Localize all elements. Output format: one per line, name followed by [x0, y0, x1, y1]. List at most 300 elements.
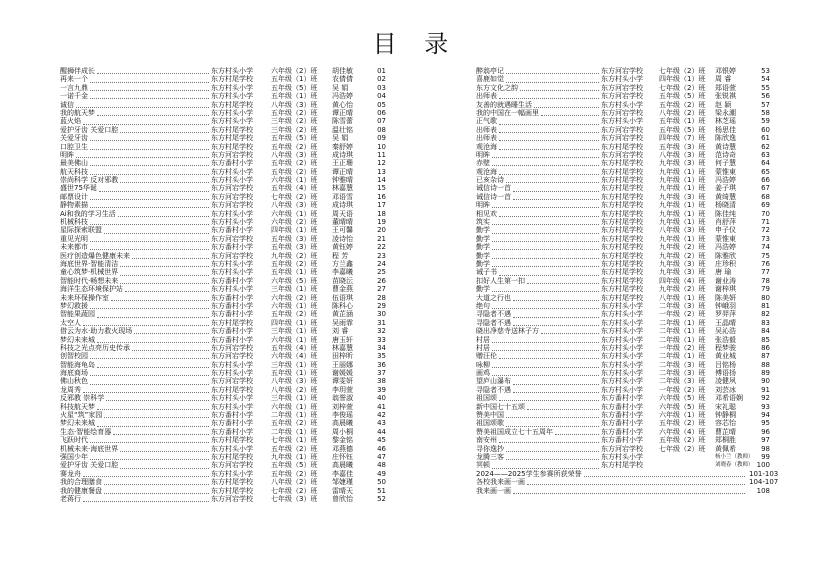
dot-leader — [90, 198, 209, 200]
entry-page: 101-103 — [749, 469, 779, 478]
entry-page: 63 — [761, 150, 770, 159]
entry-title: 东方文化之韵 — [476, 83, 518, 92]
toc-entry[interactable] — [60, 319, 386, 327]
entry-page: 70 — [761, 209, 770, 218]
entry-class: 八年级（3）班 — [271, 150, 318, 159]
entry-class: 九年级（3）班 — [659, 192, 706, 201]
entry-class: 五年级（5）班 — [659, 125, 706, 134]
entry-author: 唐 瑜 — [715, 268, 732, 277]
dot-leader — [97, 341, 209, 343]
entry-author: 容芯怡 — [715, 419, 736, 428]
toc-entry[interactable] — [60, 226, 386, 234]
entry-school: 东方河宕学校 — [211, 184, 253, 193]
toc-entry[interactable] — [60, 470, 386, 478]
toc-entry[interactable] — [476, 319, 770, 327]
dot-leader — [499, 274, 599, 276]
entry-school: 东方村头小学 — [211, 268, 253, 277]
entry-page: 69 — [761, 201, 770, 210]
entry-author: 冯浩婷 — [715, 243, 736, 252]
entry-class: 二年级（1）班 — [659, 318, 706, 327]
toc-entry[interactable] — [476, 361, 770, 369]
dot-leader — [499, 173, 599, 175]
entry-page: 52 — [377, 494, 386, 503]
entry-class: 五年级（2）班 — [271, 310, 318, 319]
entry-title: 借云为水·助力救火现场 — [60, 327, 133, 336]
entry-page: 57 — [761, 100, 770, 109]
entry-school: 东方村头小学 — [211, 469, 253, 478]
toc-entry[interactable] — [476, 461, 770, 469]
entry-page: 34 — [377, 343, 386, 352]
toc-entry[interactable] — [60, 310, 386, 318]
dot-leader — [499, 139, 599, 141]
entry-school: 东方村头小学 — [211, 117, 253, 126]
entry-title: 崇尚科学 反对邪教 — [60, 176, 119, 185]
toc-entry[interactable] — [476, 159, 770, 167]
entry-author: 郑桐胜 — [715, 436, 736, 445]
entry-school: 东方村头小学 — [601, 301, 643, 310]
entry-class: 五年级（2）班 — [271, 142, 318, 151]
entry-school: 东方番村小学 — [211, 419, 253, 428]
toc-entry[interactable] — [476, 184, 770, 192]
dot-leader — [499, 148, 599, 150]
toc-entry[interactable] — [60, 285, 386, 293]
entry-author: 吴 娟 — [332, 134, 349, 143]
dot-leader — [541, 114, 599, 116]
toc-entry[interactable] — [476, 469, 779, 478]
toc-entry[interactable] — [476, 419, 770, 427]
toc-entry[interactable] — [476, 352, 770, 360]
entry-title: 明眸 — [476, 150, 490, 159]
entry-title: 静物素描 — [60, 201, 88, 210]
toc-entry[interactable] — [60, 352, 386, 360]
entry-page: 49 — [377, 469, 386, 478]
entry-page: 71 — [761, 218, 770, 227]
dot-leader — [506, 425, 599, 427]
toc-entry[interactable] — [60, 243, 386, 251]
entry-class: 二年级（3）班 — [659, 301, 706, 310]
toc-entry[interactable] — [60, 235, 386, 243]
entry-class: 三年级（1）班 — [271, 327, 318, 336]
entry-author: 成诗琪 — [332, 150, 353, 159]
entry-page: 98 — [761, 444, 770, 453]
entry-title: 诫信诗一首 — [476, 184, 511, 193]
toc-entry[interactable] — [476, 403, 770, 411]
entry-class: 五年级（5）班 — [271, 134, 318, 143]
toc-entry[interactable] — [476, 336, 770, 344]
entry-school: 东方村尾学校 — [601, 209, 643, 218]
entry-class: 五年级（2）班 — [659, 100, 706, 109]
toc-entry[interactable] — [476, 386, 770, 394]
entry-page: 99 — [761, 452, 770, 461]
toc-entry[interactable] — [476, 277, 770, 285]
toc-entry[interactable] — [476, 201, 770, 209]
dot-leader — [513, 383, 599, 385]
entry-class: 六年级（1）班 — [271, 335, 318, 344]
entry-school: 东方村尾学校 — [601, 176, 643, 185]
entry-school: 东方村尾学校 — [601, 218, 643, 227]
entry-author: 李玥萱 — [332, 385, 353, 394]
entry-page: 66 — [761, 176, 770, 185]
toc-entry[interactable] — [476, 84, 770, 92]
entry-page: 17 — [377, 201, 386, 210]
entry-class: 五年级（4）班 — [271, 184, 318, 193]
toc-entry[interactable] — [476, 101, 770, 109]
toc-entry[interactable] — [476, 478, 779, 487]
entry-title: 扣好人生第一扣 — [476, 276, 525, 285]
entry-school: 东方村尾学校 — [601, 192, 643, 201]
toc-entry[interactable] — [60, 419, 386, 427]
toc-entry[interactable] — [476, 143, 770, 151]
entry-page: 25 — [377, 268, 386, 277]
entry-school: 东方村尾学校 — [601, 285, 643, 294]
toc-entry[interactable] — [476, 268, 770, 276]
dot-leader — [584, 475, 745, 477]
toc-entry[interactable] — [60, 126, 386, 134]
entry-school: 东方河宕学校 — [211, 150, 253, 159]
entry-school: 东方村头小学 — [211, 402, 253, 411]
toc-entry[interactable] — [60, 252, 386, 260]
entry-author: 周 睿 — [715, 75, 732, 84]
toc-entry[interactable] — [476, 252, 770, 260]
entry-class: 四年级（7）班 — [659, 134, 706, 143]
toc-entry[interactable] — [60, 210, 386, 218]
entry-title: 出师表 — [476, 134, 497, 143]
toc-entry[interactable] — [476, 285, 770, 293]
entry-title: 大道之行也 — [476, 293, 511, 302]
toc-entry[interactable] — [476, 235, 770, 243]
toc-entry[interactable] — [60, 436, 386, 444]
entry-school: 东方番村小学 — [601, 419, 643, 428]
entry-class: 四年级（1）班 — [271, 226, 318, 235]
entry-page: 01 — [377, 67, 386, 75]
toc-entry[interactable] — [60, 495, 386, 503]
entry-title: 机械未来·海底世界 — [60, 444, 119, 453]
dot-leader — [90, 307, 209, 309]
entry-school: 东方村头小学 — [211, 67, 253, 75]
entry-class: 二年级（1）班 — [271, 427, 318, 436]
entry-author: 曾欣怡 — [332, 494, 353, 503]
toc-entry[interactable] — [60, 294, 386, 302]
entry-class: 六年级（1）班 — [271, 176, 318, 185]
toc-entry[interactable] — [60, 184, 386, 192]
entry-page: 39 — [377, 385, 386, 394]
entry-author: 秦舒婷 — [332, 142, 353, 151]
entry-page: 30 — [377, 310, 386, 319]
toc-entry[interactable] — [60, 377, 386, 385]
toc-entry[interactable] — [60, 478, 386, 486]
dot-leader — [506, 81, 599, 83]
entry-author: 曹芷晴 — [715, 427, 736, 436]
toc-entry[interactable] — [60, 168, 386, 176]
entry-title: 南安州 — [476, 436, 497, 445]
dot-leader — [492, 223, 599, 225]
entry-class: 八年级（2）班 — [659, 108, 706, 117]
entry-class: 五年级（1）班 — [659, 117, 706, 126]
entry-class: 五年级（2）班 — [271, 444, 318, 453]
entry-title: 醉翁亭记 — [476, 67, 504, 75]
entry-page: 97 — [761, 436, 770, 445]
entry-class: 九年级（1）班 — [659, 209, 706, 218]
entry-school: 东方河宕学校 — [211, 352, 253, 361]
entry-title: 医疗创造爆色健康未来 — [60, 251, 130, 260]
toc-entry[interactable] — [476, 445, 770, 453]
entry-title: 咏柳 — [476, 360, 490, 369]
entry-author: 陈雪蕾 — [332, 117, 353, 126]
entry-title: 筑实 — [476, 218, 490, 227]
entry-author: 吕铭杨 — [715, 360, 736, 369]
entry-class: 七年级（3）班 — [271, 494, 318, 503]
dot-leader — [132, 257, 209, 259]
entry-page: 78 — [761, 276, 770, 285]
entry-class: 九年级（1）班 — [659, 176, 706, 185]
toc-entry[interactable] — [60, 445, 386, 453]
entry-page: 08 — [377, 125, 386, 134]
entry-school: 东方村头小学 — [601, 343, 643, 352]
entry-school: 东方村尾学校 — [211, 318, 253, 327]
entry-class: 五年级（2）班 — [271, 469, 318, 478]
toc-entry[interactable] — [60, 394, 386, 402]
entry-school: 东方村尾学校 — [601, 268, 643, 277]
entry-class: 六年级（2）班 — [271, 218, 318, 227]
toc-entry[interactable] — [476, 134, 770, 142]
entry-author: 程 芳 — [332, 251, 349, 260]
entry-school: 东方河宕学校 — [211, 494, 253, 503]
entry-author: 黄业城 — [715, 352, 736, 361]
entry-title: 再来一个 — [60, 75, 88, 84]
dot-leader — [499, 357, 599, 359]
entry-title: 明眸 — [60, 150, 74, 159]
entry-author: 林嘉慧 — [332, 184, 353, 193]
entry-class: 五年级（2）班 — [659, 419, 706, 428]
toc-entry[interactable] — [476, 487, 770, 495]
entry-class: 七年级（2）班 — [659, 444, 706, 453]
toc-entry[interactable] — [60, 92, 386, 100]
entry-page: 33 — [377, 335, 386, 344]
entry-author: 蒙惟東 — [715, 234, 736, 243]
entry-school: 东方村尾学校 — [211, 478, 253, 487]
toc-entry[interactable] — [60, 143, 386, 151]
entry-title: 勤学 — [476, 226, 490, 235]
dot-leader — [83, 475, 209, 477]
toc-entry[interactable] — [60, 84, 386, 92]
entry-school: 东方番村小学 — [211, 310, 253, 319]
entry-title: 星际探索联盟 — [60, 226, 102, 235]
entry-title: 龙腾三客 — [476, 452, 504, 461]
entry-title: 关爱牙齿 — [60, 134, 88, 143]
entry-class: 八年级（3）班 — [659, 150, 706, 159]
entry-title: 火星“筑”家园 — [60, 411, 103, 420]
entry-page: 36 — [377, 360, 386, 369]
entry-school: 东方河宕学校 — [211, 251, 253, 260]
toc-entry[interactable] — [476, 117, 770, 125]
entry-class: 八年级（3）班 — [271, 100, 318, 109]
dot-leader — [104, 483, 209, 485]
entry-page: 24 — [377, 259, 386, 268]
toc-entry[interactable] — [60, 403, 386, 411]
dot-leader — [76, 156, 209, 158]
entry-page: 104-107 — [749, 478, 779, 487]
entry-author: 邓银婷 — [715, 67, 736, 75]
toc-entry[interactable] — [476, 294, 770, 302]
entry-page: 37 — [377, 369, 386, 378]
entry-author: 范诗奇 — [715, 150, 736, 159]
entry-class: 五年级（5）班 — [271, 83, 318, 92]
toc-entry[interactable] — [60, 75, 386, 83]
toc-entry[interactable] — [60, 134, 386, 142]
entry-class: 七年级（2）班 — [271, 486, 318, 495]
entry-page: 12 — [377, 159, 386, 168]
entry-class: 一年级（2）班 — [659, 385, 706, 394]
toc-entry[interactable] — [60, 327, 386, 335]
entry-school: 东方村头小学 — [601, 385, 643, 394]
entry-school: 东方村头小学 — [211, 108, 253, 117]
entry-title: 太空人 — [60, 318, 81, 327]
entry-class: 一年级（2）班 — [659, 343, 706, 352]
dot-leader — [520, 89, 599, 91]
dot-leader — [111, 299, 209, 301]
toc-entry[interactable] — [476, 75, 770, 83]
entry-author: 周天语 — [332, 209, 353, 218]
dot-leader — [527, 483, 745, 485]
toc-entry[interactable] — [60, 193, 386, 201]
entry-class: 六年级（1）班 — [271, 402, 318, 411]
dot-leader — [99, 190, 209, 192]
dot-leader — [90, 458, 209, 460]
entry-school: 东方村头小学 — [211, 167, 253, 176]
entry-school: 东方村尾学校 — [601, 142, 643, 151]
entry-page: 41 — [377, 402, 386, 411]
dot-leader — [90, 223, 209, 225]
toc-entry[interactable] — [476, 310, 770, 318]
entry-page: 35 — [377, 352, 386, 361]
toc-entry[interactable] — [476, 243, 770, 251]
dot-leader — [134, 332, 209, 334]
entry-title: 梦幻未来城 — [60, 419, 95, 428]
toc-entry[interactable] — [60, 101, 386, 109]
entry-page: 81 — [761, 301, 770, 310]
toc-entry[interactable] — [476, 327, 770, 335]
toc-entry[interactable] — [476, 168, 770, 176]
dot-leader — [492, 374, 599, 376]
entry-school: 东方村头小学 — [601, 360, 643, 369]
entry-school: 东方番村小学 — [211, 293, 253, 302]
entry-school: 东方村头小学 — [211, 394, 253, 403]
entry-class: 九年级（1）班 — [659, 167, 706, 176]
entry-author: 陈雅欣 — [715, 251, 736, 260]
dot-leader — [90, 357, 209, 359]
entry-school: 东方村头小学 — [601, 335, 643, 344]
entry-school: 东方村头小学 — [211, 360, 253, 369]
entry-author: 董晴晴 — [332, 218, 353, 227]
entry-school: 东方河宕学校 — [601, 134, 643, 143]
entry-title: 诫子书 — [476, 268, 497, 277]
dot-leader — [76, 106, 209, 108]
entry-school: 东方番村小学 — [601, 411, 643, 420]
entry-title: 已亥杂诗 — [476, 176, 504, 185]
entry-school: 东方村头小学 — [601, 75, 643, 84]
dot-leader — [534, 106, 599, 108]
entry-author: 张锐祺 — [715, 92, 736, 101]
entry-title: 飞跃时代 — [60, 436, 88, 445]
toc-entry[interactable] — [476, 126, 770, 134]
entry-author: 高晨曦 — [332, 461, 353, 470]
entry-title: 我的合理膳食 — [60, 478, 102, 487]
entry-author: 蒙惟東 — [715, 167, 736, 176]
entry-page: 10 — [377, 142, 386, 151]
entry-author: 宋礼聪 — [715, 402, 736, 411]
dot-leader — [492, 248, 599, 250]
entry-page: 22 — [377, 243, 386, 252]
toc-entry[interactable] — [476, 226, 770, 234]
entry-school: 东方番村小学 — [601, 427, 643, 436]
entry-title: 村居 — [476, 343, 490, 352]
entry-page: 65 — [761, 167, 770, 176]
toc-entry[interactable] — [476, 394, 770, 402]
toc-entry[interactable] — [60, 336, 386, 344]
dot-leader — [125, 290, 209, 292]
toc-entry[interactable] — [60, 361, 386, 369]
dot-leader — [90, 173, 209, 175]
entry-author: 苗晓沄 — [332, 276, 353, 285]
entry-class: 五年级（2）班 — [271, 108, 318, 117]
toc-entry[interactable] — [476, 92, 770, 100]
entry-class: 三年级（1）班 — [271, 394, 318, 403]
toc-entry[interactable] — [476, 210, 770, 218]
toc-entry[interactable] — [476, 193, 770, 201]
entry-school: 东方河宕学校 — [211, 377, 253, 386]
toc-entry[interactable] — [60, 117, 386, 125]
entry-page: 80 — [761, 293, 770, 302]
toc-entry[interactable] — [60, 159, 386, 167]
toc-entry[interactable] — [60, 268, 386, 276]
dot-leader — [83, 123, 209, 125]
entry-class: 二年级（1）班 — [271, 411, 318, 420]
entry-page: 79 — [761, 285, 770, 294]
entry-school: 东方河宕学校 — [601, 125, 643, 134]
toc-entry[interactable] — [60, 277, 386, 285]
toc-entry[interactable] — [476, 436, 770, 444]
entry-page: 87 — [761, 352, 770, 361]
entry-class: 六年级（5）班 — [659, 402, 706, 411]
toc-entry[interactable] — [60, 487, 386, 495]
entry-class: 二年级（3）班 — [659, 369, 706, 378]
dot-leader — [492, 290, 599, 292]
entry-class: 三年级（2）班 — [271, 125, 318, 134]
entry-author: 赵 颖 — [715, 100, 732, 109]
entry-title: 画鸡 — [476, 369, 490, 378]
entry-school: 东方村尾学校 — [601, 259, 643, 268]
entry-title: 寻你逸抄 — [476, 444, 504, 453]
entry-page: 61 — [761, 134, 770, 143]
dot-leader — [90, 374, 209, 376]
toc-entry[interactable] — [60, 428, 386, 436]
toc-entry[interactable] — [476, 377, 770, 385]
toc-entry[interactable] — [476, 428, 770, 436]
entry-school: 东方村头小学 — [211, 285, 253, 294]
entry-class: 三年级（1）班 — [271, 360, 318, 369]
entry-school: 东方河宕学校 — [601, 67, 643, 75]
dot-leader — [527, 282, 599, 284]
entry-school: 东方番村小学 — [211, 301, 253, 310]
toc-entry[interactable] — [60, 386, 386, 394]
toc-entry[interactable] — [60, 201, 386, 209]
dot-leader — [492, 257, 599, 259]
entry-page: 77 — [761, 268, 770, 277]
toc-entry[interactable] — [60, 461, 386, 469]
entry-page: 23 — [377, 251, 386, 260]
entry-page: 92 — [761, 394, 770, 403]
entry-author: 谢业涛 — [715, 276, 736, 285]
